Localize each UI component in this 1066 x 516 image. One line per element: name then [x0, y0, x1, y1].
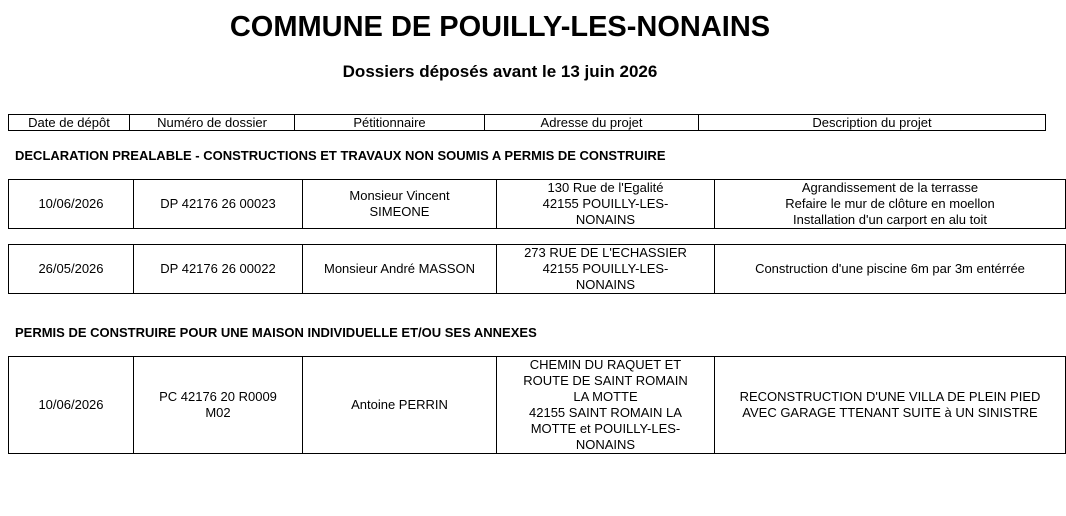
- cell-petitionnaire: [303, 180, 497, 229]
- petitionnaire-text: Monsieur Vincent SIMEONE: [349, 188, 450, 219]
- petitionnaire-text: Monsieur André MASSON: [323, 261, 475, 276]
- header-date: Date de dépôt: [9, 115, 130, 131]
- cell-date: [9, 357, 134, 454]
- dossier-table: [8, 244, 1066, 294]
- numero-text: PC 42176 20 R0009 M02: [159, 389, 277, 420]
- cell-adresse: [497, 245, 715, 294]
- cell-numero: [134, 180, 303, 229]
- cell-description: [715, 180, 1066, 229]
- cell-numero: [134, 357, 303, 454]
- numero-text: DP 42176 26 00022: [160, 261, 276, 276]
- header-petitionnaire: Pétitionnaire: [295, 115, 485, 131]
- cell-description: [715, 245, 1066, 294]
- section-heading-declaration-prealable: DECLARATION PREALABLE - CONSTRUCTIONS ET TRAVAUX NON SOUMIS A PERMIS DE CONSTRUIRE: [15, 148, 666, 163]
- header-numero: Numéro de dossier: [130, 115, 295, 131]
- table-header: [8, 114, 1046, 131]
- document-title: COMMUNE DE POUILLY-LES-NONAINS: [229, 11, 771, 43]
- document-subtitle: Dossiers déposés avant le 13 juin 2026: [342, 62, 658, 81]
- description-text: Agrandissement de la terrasse Refaire le mur de clôture en moellon Installation d'un carport en alu toit: [785, 180, 995, 227]
- table-row: [9, 357, 1066, 454]
- cell-date: [9, 180, 134, 229]
- cell-petitionnaire: [303, 357, 497, 454]
- cell-petitionnaire: [303, 245, 497, 294]
- cell-numero: [134, 245, 303, 294]
- adresse-text: 273 RUE DE L'ECHASSIER 42155 POUILLY-LES- NONAINS: [524, 245, 687, 292]
- date-text: 10/06/2026: [38, 196, 104, 211]
- header-row: [9, 115, 1046, 131]
- petitionnaire-text: Antoine PERRIN: [351, 397, 448, 412]
- description-text: RECONSTRUCTION D'UNE VILLA DE PLEIN PIED AVEC GARAGE TTENANT SUITE à UN SINISTRE: [739, 389, 1041, 420]
- adresse-text: CHEMIN DU RAQUET ET ROUTE DE SAINT ROMAIN LA MOTTE 42155 SAINT ROMAIN LA MOTTE et POUILLY-LES- NONAINS: [523, 357, 688, 452]
- table-row: [9, 245, 1066, 294]
- section-heading-permis-de-construire: PERMIS DE CONSTRUIRE POUR UNE MAISON INDIVIDUELLE ET/OU SES ANNEXES: [15, 325, 537, 340]
- adresse-text: 130 Rue de l'Egalité 42155 POUILLY-LES- NONAINS: [542, 180, 669, 227]
- cell-date: [9, 245, 134, 294]
- dossier-table: [8, 179, 1066, 229]
- cell-adresse: [497, 180, 715, 229]
- cell-adresse: [497, 357, 715, 454]
- dossier-table: [8, 356, 1066, 454]
- numero-text: DP 42176 26 00023: [160, 196, 276, 211]
- header-description: Description du projet: [699, 115, 1046, 131]
- date-text: 10/06/2026: [38, 397, 104, 412]
- table-row: [9, 180, 1066, 229]
- description-text: Construction d'une piscine 6m par 3m entérrée: [755, 261, 1025, 276]
- cell-description: [715, 357, 1066, 454]
- header-adresse: Adresse du projet: [485, 115, 699, 131]
- date-text: 26/05/2026: [38, 261, 104, 276]
